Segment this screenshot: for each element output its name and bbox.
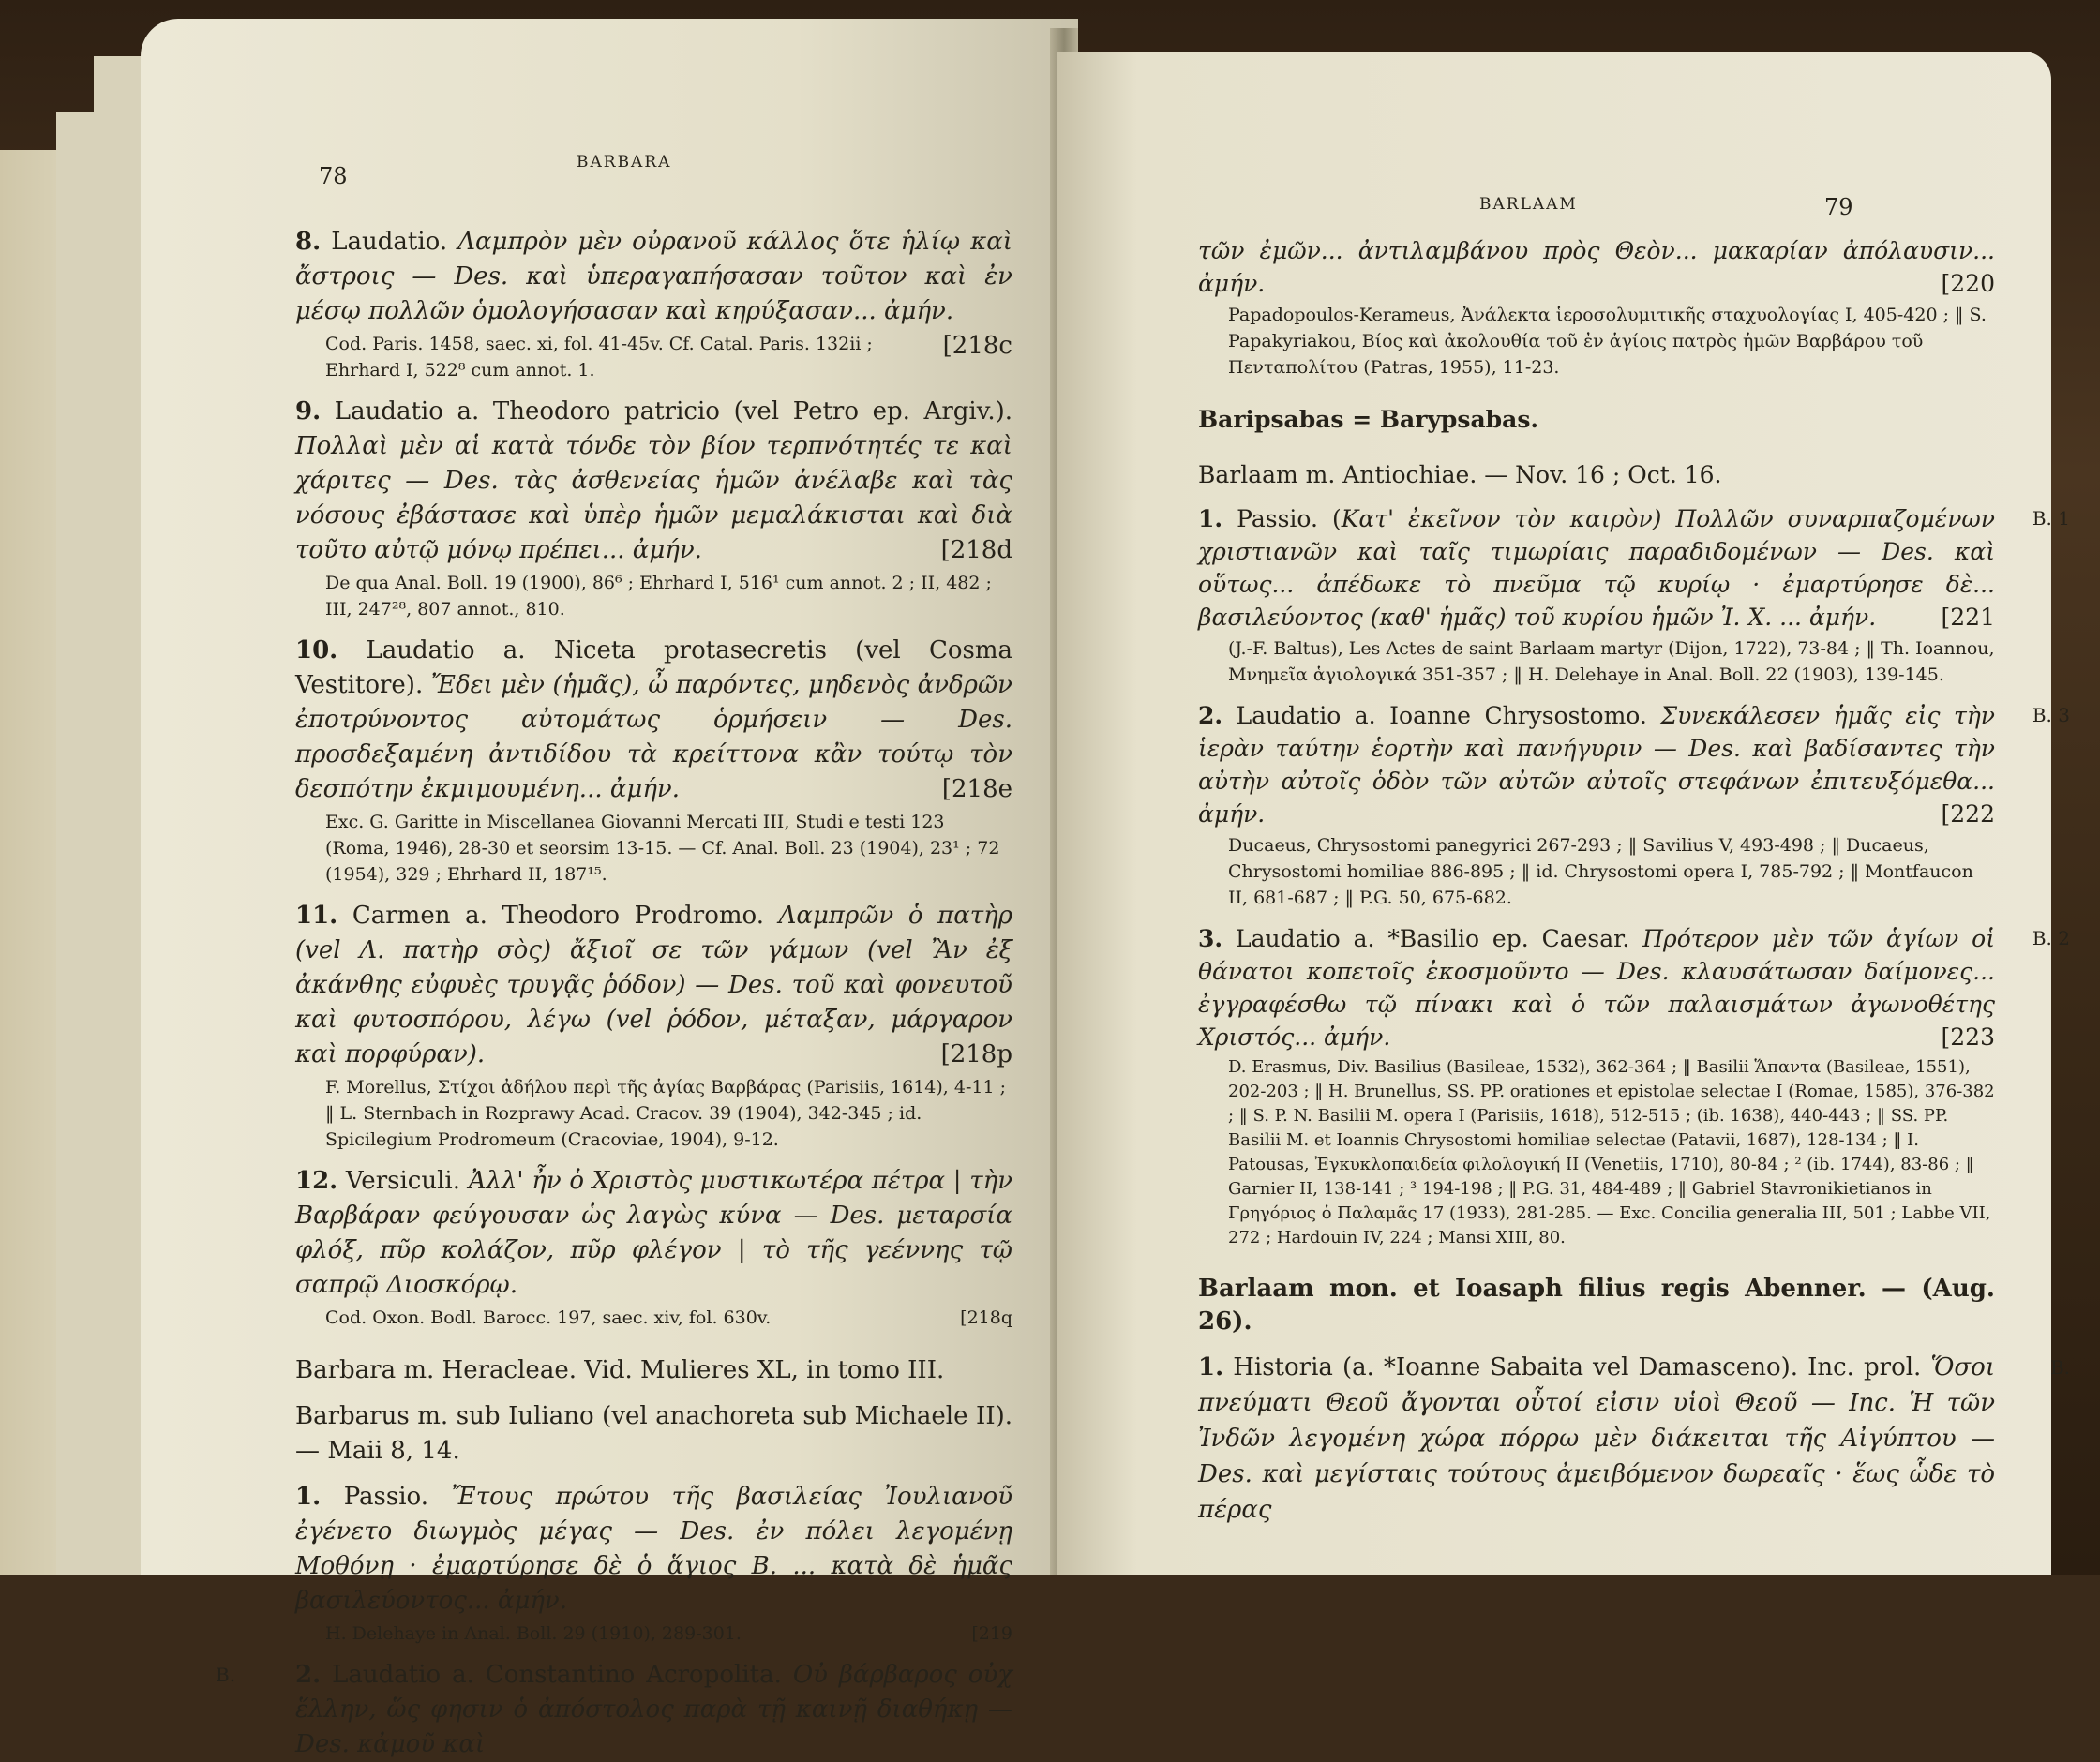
entry-9-ref: De qua Anal. Boll. 19 (1900), 86⁶ ; Ehrhard I, 516¹ cum annot. 2 ; II, 482 ; III, 247²⁸, 807 annot., 810. bbox=[325, 573, 992, 620]
entry-8: 8. Laudatio. Λαμπρὸν μὲν οὐρανοῦ κάλλος ὅτε ἡλίῳ καὶ ἄστροις — Des. καὶ ὑπεραγαπήσασαν τοῦτον καὶ ἐν μέσῳ πολλῶν ὁμολογήσασαν καὶ κηρύξασαν... ἀμήν. [218c bbox=[295, 228, 1012, 360]
entry-cont-ref: Papadopoulos-Kerameus, Ἀνάλεκτα ἱεροσολυμιτικῆς σταχυολογίας I, 405-420 ; ‖ S. Papakyriakou, Βίος καὶ ἀκολουθία τοῦ ἐν ἁγίοις πατρὸς ἡμῶν Βαρβάρου τοῦ Πενταπολίτου (Patras, 1955), 11-23. bbox=[1228, 305, 1987, 378]
heading-barlaam-mon: Barlaam mon. et Ioasaph filius regis Abenner. — (Aug. 26). bbox=[1198, 1275, 1995, 1336]
entry-12: 12. Versiculi. Ἀλλ' ἦν ὁ Χριστὸς μυστικωτέρα πέτρα | τὴν Βαρβάραν φεύγουσαν ὡς λαγὼς κύνα — Des. μεταρσία φλόξ, πῦρ κολάζον, πῦρ φλέγον | τὸ τῆς γεέννης τῷ σαπρῷ Διοσκόρῳ. bbox=[295, 1167, 1012, 1299]
entry-9: 9. Laudatio a. Theodoro patricio (vel Petro ep. Argiv.). Πολλαὶ μὲν αἱ κατὰ τόνδε τὸν βίον τερπνότητές τε καὶ χάριτες — Des. τὰς ἀσθενείας ἡμῶν ἀνέλαβε καὶ τὰς νόσους ἐβάστασε καὶ ὑπὲρ ἡμῶν μεμαλάκισται καὶ διὰ τοῦτο αὐτῷ μόνῳ πρέπει... ἀμήν. [218d bbox=[295, 397, 1012, 564]
page-number: 78 bbox=[319, 163, 348, 189]
page-number: 79 bbox=[1824, 194, 1853, 220]
entry-11-ref: F. Morellus, Στίχοι ἀδήλου περὶ τῆς ἁγίας Βαρβάρας (Parisiis, 1614), 4-11 ; ‖ L. Sternbach in Rozprawy Acad. Cracov. 39 (1904), 342-345 ; id. Spicilegium Prodromeum (Cracoviae, 1904), 9-12. bbox=[325, 1077, 1007, 1150]
entry-barlaam-2: B. 3 2. Laudatio a. Ioanne Chrysostomo. Συνεκάλεσεν ἡμᾶς εἰς τὴν ἱερὰν ταύτην ἑορτὴν καὶ πανήγυριν — Des. καὶ βαδίσαντες τὴν αὐτὴν αὐτοῖς ὁδὸν τῶν αὐτῶν αὐτοῖς στεφάνων ἐπιτευξόμεθα... ἀμήν. [222 bbox=[1198, 702, 2070, 828]
entry-barlaam-2-ref: Ducaeus, Chrysostomi panegyrici 267-293 ; ‖ Savilius V, 493-498 ; ‖ Ducaeus, Chrysostomi homiliae 886-895 ; ‖ id. Chrysostomi opera I, 785-792 ; ‖ Montfaucon II, 681-687 ; ‖ P.G. 50, 675-682. bbox=[1228, 835, 1973, 908]
entry-barbarus-2: B. 2. Laudatio a. Constantino Acropolita. Οὐ βάρβαρος οὐχ ἕλλην, ὥς φησιν ὁ ἀπόστολος παρὰ τῇ καινῇ διαθήκῃ — Des. κἀμοῦ καὶ bbox=[216, 1661, 1013, 1758]
entry-barlaam-1: B. 1 1. Passio. (Κατ' ἐκεῖνον τὸν καιρὸν) Πολλῶν συναρπαζομένων χριστιανῶν καὶ ταῖς τιμωρίαις παραδιδομένων — Des. καὶ οὕτως... ἀπέδωκε τὸ πνεῦμα τῷ κυρίῳ · ἐμαρτύρησε δὲ... βασιλεύοντος (καθ' ἡμᾶς) τοῦ κυρίου ἡμῶν Ἰ. Χ. ... ἀμήν. [221 bbox=[1198, 505, 2070, 631]
right-page bbox=[1058, 52, 2070, 1575]
heading-barlaam: Barlaam m. Antiochiae. — Nov. 16 ; Oct. 16. bbox=[1198, 461, 1722, 488]
entry-barbarus-1: 1. Passio. Ἔτους πρώτου τῆς βασιλείας Ἰουλιανοῦ ἐγένετο διωγμὸς μέγας — Des. ἐν πόλει λεγομένῃ Μοθόνῃ · ἐμαρτύρησε δὲ ὁ ἅγιος Β. ... κατὰ δὲ ἡμᾶς βασιλεύοντος... ἀμήν. bbox=[295, 1483, 1012, 1615]
running-head: BARLAAM bbox=[1479, 195, 1578, 214]
heading-barbarus: Barbarus m. sub Iuliano (vel anachoreta sub Michaele II). — Maii 8, 14. bbox=[295, 1402, 1012, 1465]
left-entries bbox=[216, 225, 1013, 1762]
heading-barbara: Barbara m. Heracleae. Vid. Mulieres XL, in tomo III. bbox=[295, 1356, 945, 1384]
entry-10-ref: Exc. G. Garitte in Miscellanea Giovanni Mercati III, Studi e testi 123 (Roma, 1946), 28-30 et seorsim 13-15. — Cf. Anal. Boll. 23 (1904), 23¹ ; 72 (1954), 329 ; Ehrhard II, 187¹⁵. bbox=[325, 812, 1000, 885]
entry-10: 10. Laudatio a. Niceta protasecretis (vel Cosma Vestitore). Ἔδει μὲν (ἡμᾶς), ὦ παρόντες, μηδενὸς ἀνδρῶν ἐποτρύνοντος αὐτομάτως ὁρμήσειν — Des. προσδεξαμένη ἀντιδίδου τὰ κρείττονα κἂν τούτῳ τὸν δεσπότην ἐκμιμουμένη... ἀμήν. [218e bbox=[295, 636, 1012, 803]
entry-11: 11. Carmen a. Theodoro Prodromo. Λαμπρῶν ὁ πατὴρ (vel Λ. πατὴρ σὸς) ἄξιοῖ σε τῶν γάμων (vel Ἂν ἐξ ἀκάνθης εὐφυὲς τρυγᾷς ῥόδον) — Des. τοῦ καὶ φονευτοῦ καὶ φυτοσπόρου, λέγω (vel ῥόδον, μέταξαν, μάργαρον καὶ πορφύραν). [218p bbox=[295, 902, 1013, 1068]
running-head: BARBARA bbox=[577, 153, 672, 172]
heading-baripsabas: Baripsabas = Barypsabas. bbox=[1198, 406, 1539, 433]
entry-barlaam-1-ref: (J.-F. Baltus), Les Actes de saint Barlaam martyr (Dijon, 1722), 73-84 ; ‖ Th. Ioannou, Μνημεῖα ἁγιολογικά 351-357 ; ‖ H. Delehaye in Anal. Boll. 22 (1903), 139-145. bbox=[1228, 638, 1995, 685]
entry-historia: B. 1. Historia (a. *Ioanne Sabaita vel Damasceno). Inc. prol. Ὅσοι πνεύματι Θεοῦ ἄγονται οὗτοί εἰσιν υἱοὶ Θεοῦ — Inc. Ἡ τῶν Ἰνδῶν λεγομένη χώρα πόρρω μὲν διάκειται τῆς Αἰγύπτου — Des. καὶ μεγίσταις τούτους ἀμειβόμενον δωρεαῖς · ἕως ὧδε τὸ πέρας bbox=[1198, 1353, 2070, 1524]
entry-barlaam-3: B. 2 3. Laudatio a. *Basilio ep. Caesar. Πρότερον μὲν τῶν ἁγίων οἱ θάνατοι κοπετοῖς ἐκοσμοῦντο — Des. κλαυσάτωσαν δαίμονες... ἐγγραφέσθω τῷ πίνακι καὶ ὁ τῶν παλαισμάτων ἀγωνοθέτης Χριστός... ἀμήν. [223 bbox=[1198, 925, 2070, 1051]
left-page bbox=[141, 19, 1078, 1758]
right-entries bbox=[1198, 234, 2070, 1528]
entry-12-ref: Cod. Oxon. Bodl. Barocc. 197, saec. xiv, fol. 630v. [218q bbox=[325, 1307, 1012, 1328]
entry-barbarus-1-ref: H. Delehaye in Anal. Boll. 29 (1910), 289-301. [219 bbox=[325, 1623, 1012, 1644]
entry-barlaam-3-ref: D. Erasmus, Div. Basilius (Basileae, 1532), 362-364 ; ‖ Basilii Ἅπαντα (Basileae, 1551), 202-203 ; ‖ H. Brunellus, SS. PP. orationes et epistolae selectae I (Romae, 1585), 376-382 ; ‖ S. P. N. Basilii M. opera I (Parisiis, 1618), 512-515 ; (ib. 1638), 440-443 ; ‖ SS. PP. Basilii M. et Ioannis Chrysostomi homiliae selectae (Patavii, 1687), 128-134 ; ‖ I. Patousas, Ἐγκυκλοπαιδεία φιλολογική II (Venetiis, 1710), 80-84 ; ² (ib. 1744), 83-86 ; ‖ Garnier II, 138-141 ; ³ 194-198 ; ‖ P.G. 31, 484-489 ; ‖ Gabriel Stavronikietianos in Γρηγόριος ὁ Παλαμᾶς 17 (1933), 281-285. — Exc. Concilia generalia III, 501 ; Labbe VII, 272 ; Hardouin IV, 224 ; Mansi XIII, 80. bbox=[1228, 1057, 1995, 1247]
entry-8-ref: Cod. Paris. 1458, saec. xi, fol. 41-45v. Cf. Catal. Paris. 132ii ; Ehrhard I, 522⁸ cum annot. 1. bbox=[325, 334, 873, 381]
entry-cont: τῶν ἐμῶν... ἀντιλαμβάνου πρὸς Θεὸν... μακαρίαν ἀπόλαυσιν... ἀμήν. [220 bbox=[1198, 237, 1995, 297]
